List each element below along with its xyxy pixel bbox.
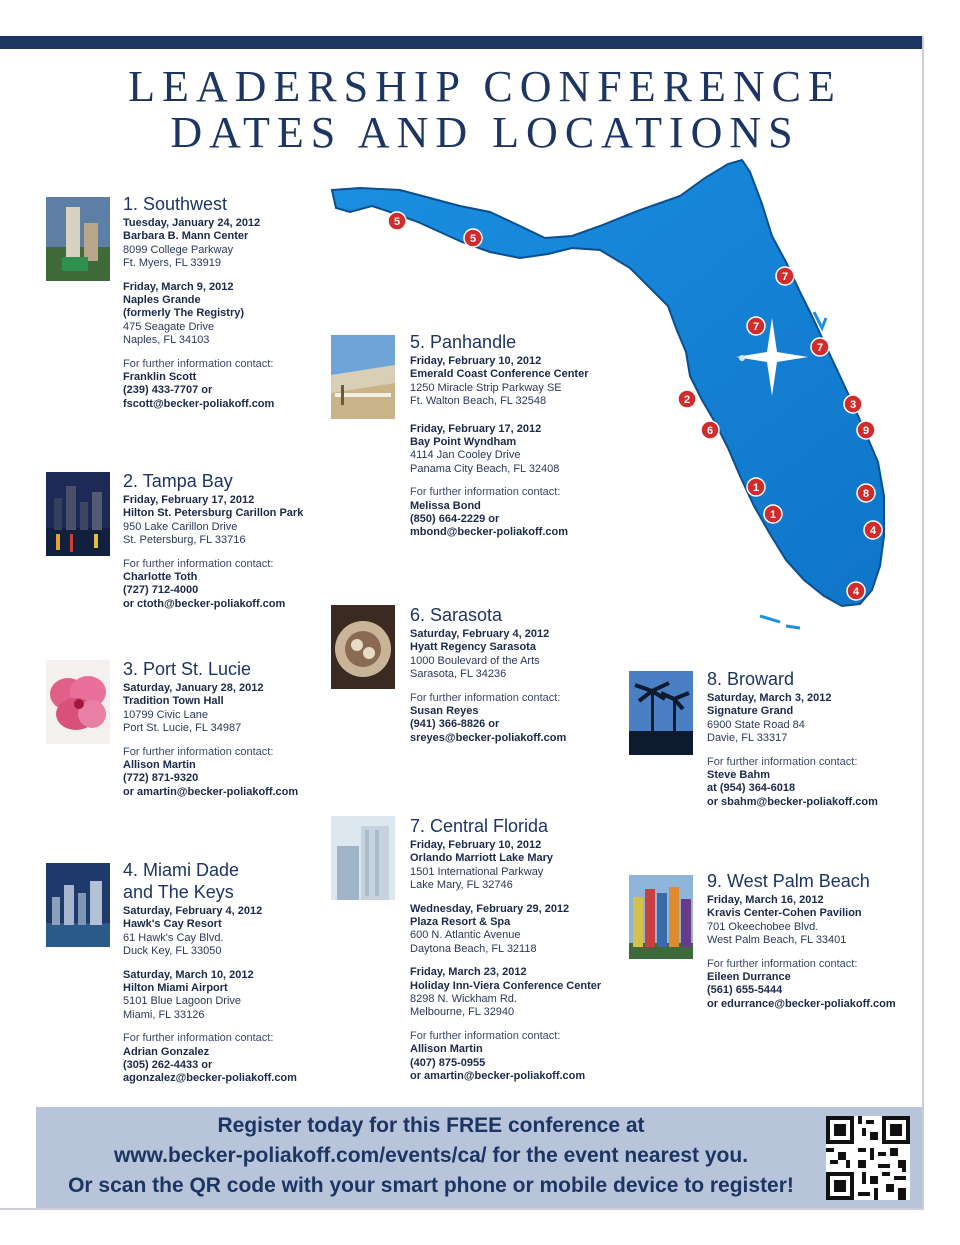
contact-label: For further information contact: (410, 486, 561, 499)
contact-info (123, 558, 303, 612)
event-venue: Tradition Town Hall (123, 695, 224, 708)
marker-label: 7 (752, 321, 760, 333)
contact-email[interactable]: mbond@becker-poliakoff.com (410, 526, 569, 539)
contact-info (123, 746, 298, 800)
contact-label: For further information contact: (123, 745, 274, 758)
event-date: Friday, March 16, 2012 (707, 894, 824, 906)
event-date: Friday, February 17, 2012 (123, 494, 255, 506)
region-heading: 1. Southwest (123, 194, 228, 214)
event-address: Davie, FL 33317 (707, 732, 788, 745)
event-address: Daytona Beach, FL 32118 (410, 942, 537, 955)
contact-email[interactable]: or edurrance@becker-poliakoff.com (707, 997, 896, 1010)
florida-shape (332, 160, 884, 606)
event-address: 8099 College Parkway (123, 243, 234, 256)
event-venue: Orlando Marriott Lake Mary (410, 852, 554, 865)
event-date: Wednesday, February 29, 2012 (410, 902, 570, 915)
event-venue: Plaza Resort & Spa (410, 916, 511, 929)
map-marker[interactable] (464, 229, 482, 247)
contact-phone: (305) 262-4433 or (123, 1059, 213, 1072)
event-address: 6900 State Road 84 (707, 718, 805, 731)
contact-info (410, 692, 566, 746)
event-date: Tuesday, January 24, 2012 (123, 217, 261, 229)
map-marker[interactable] (388, 212, 406, 230)
event-address: Ft. Myers, FL 33919 (123, 257, 222, 270)
event-address: 61 Hawk's Cay Blvd. (123, 931, 224, 944)
southwest-photo (46, 197, 110, 281)
qr-code-icon[interactable] (826, 1116, 910, 1200)
event-address: 475 Seagate Drive (123, 320, 215, 333)
event-address: Sarasota, FL 34236 (410, 668, 507, 681)
miami-dade-photo (46, 863, 110, 947)
event-address: Duck Key, FL 33050 (123, 945, 222, 958)
region-miami-dade (123, 859, 297, 1086)
event-venue: Holiday Inn-Viera Conference Center (410, 979, 602, 992)
contact-phone: (772) 871-9320 (123, 772, 199, 785)
event-date: Saturday, March 3, 2012 (707, 692, 832, 704)
event (707, 692, 878, 746)
map-marker[interactable] (747, 317, 765, 335)
contact-phone: (561) 655-5444 (707, 984, 783, 997)
region-heading: 8. Broward (707, 669, 795, 689)
event-venue: Bay Point Wyndham (410, 436, 517, 449)
registration-banner (36, 1107, 922, 1208)
marker-label: 1 (752, 482, 760, 494)
contact-phone: (850) 664-2229 or (410, 513, 500, 526)
page-border-right (922, 36, 924, 1210)
map-marker[interactable] (857, 421, 875, 439)
event (123, 905, 297, 959)
event-address: 8298 N. Wickham Rd. (410, 993, 517, 1006)
marker-label: 3 (849, 399, 857, 411)
event-address: Miami, FL 33126 (123, 1008, 205, 1021)
event (123, 969, 297, 1023)
contact-phone: (407) 875-0955 (410, 1056, 486, 1069)
page-title-line-1: LEADERSHIP CONFERENCE (128, 62, 842, 111)
contact-name: Susan Reyes (410, 705, 479, 718)
event (123, 217, 274, 271)
contact-name: Steve Bahm (707, 769, 770, 782)
marker-label: 7 (781, 271, 789, 283)
event-date: Friday, February 10, 2012 (410, 839, 542, 851)
event-address: 600 N. Atlantic Avenue (410, 929, 521, 942)
page-title-line-2: DATES AND LOCATIONS (170, 108, 800, 157)
contact-email[interactable]: agonzalez@becker-poliakoff.com (123, 1072, 297, 1085)
event-venue: Barbara B. Mann Center (123, 230, 249, 243)
event-venue-note: (formerly The Registry) (123, 307, 245, 320)
event-address: 10799 Civic Lane (123, 708, 209, 721)
contact-name: Allison Martin (410, 1043, 483, 1056)
event (410, 966, 601, 1020)
contact-email[interactable]: or amartin@becker-poliakoff.com (123, 785, 299, 798)
contact-label: For further information contact: (410, 1029, 561, 1042)
region-heading-2: and The Keys (123, 882, 234, 902)
event-venue: Hilton Miami Airport (123, 982, 228, 995)
marker-label: 4 (852, 586, 860, 598)
marker-label: 9 (862, 425, 870, 437)
event-date: Saturday, February 4, 2012 (123, 905, 263, 917)
event-date: Friday, March 23, 2012 (410, 966, 527, 979)
tampa-bay-photo (46, 472, 110, 556)
event-address: 4114 Jan Cooley Drive (410, 449, 521, 462)
event-address: Port St. Lucie, FL 34987 (123, 722, 242, 735)
contact-phone: (239) 433-7707 or (123, 384, 213, 397)
map-marker[interactable] (844, 395, 862, 413)
region-heading: 5. Panhandle (410, 332, 517, 352)
footer-line-1: Register today for this FREE conference at (217, 1114, 645, 1137)
contact-name: Charlotte Toth (123, 571, 198, 584)
event-address: Lake Mary, FL 32746 (410, 879, 513, 892)
florida-map (330, 155, 920, 645)
map-marker[interactable] (864, 521, 882, 539)
event-address: 1501 International Parkway (410, 865, 544, 878)
event-address: Naples, FL 34103 (123, 334, 210, 347)
event-address: 1250 Miracle Strip Parkway SE (410, 381, 562, 394)
region-heading: 9. West Palm Beach (707, 871, 870, 891)
region-tampa-bay (123, 470, 303, 611)
event-address: 5101 Blue Lagoon Drive (123, 995, 242, 1008)
map-marker[interactable] (764, 505, 782, 523)
region-west-palm-beach (707, 870, 896, 1011)
contact-name: Melissa Bond (410, 499, 481, 512)
marker-label: 5 (469, 233, 477, 245)
contact-email[interactable]: or sbahm@becker-poliakoff.com (707, 795, 878, 808)
event-address: Panama City Beach, FL 32408 (410, 462, 560, 475)
event-venue: Hawk's Cay Resort (123, 918, 222, 931)
region-heading: 2. Tampa Bay (123, 471, 233, 491)
event-venue: Kravis Center-Cohen Pavilion (707, 907, 862, 920)
contact-email[interactable]: sreyes@becker-poliakoff.com (410, 731, 567, 744)
region-southwest (123, 193, 274, 411)
region-central-florida (410, 815, 601, 1084)
contact-info (123, 358, 274, 412)
map-marker[interactable] (811, 338, 829, 356)
page-border-bottom (0, 1208, 924, 1210)
contact-phone: at (954) 364-6018 (707, 782, 796, 795)
event-venue: Hyatt Regency Sarasota (410, 641, 536, 654)
event-date: Saturday, February 4, 2012 (410, 628, 550, 640)
contact-name: Franklin Scott (123, 371, 197, 384)
map-marker[interactable] (857, 484, 875, 502)
event-venue: Emerald Coast Conference Center (410, 368, 589, 381)
contact-info (123, 1032, 297, 1086)
sparkle-dot-icon (739, 355, 745, 361)
event (123, 494, 303, 548)
event-date: Saturday, January 28, 2012 (123, 682, 264, 694)
event-address: St. Petersburg, FL 33716 (123, 534, 246, 547)
event (123, 281, 274, 348)
marker-label: 5 (393, 216, 401, 228)
contact-label: For further information contact: (707, 957, 858, 970)
contact-name: Adrian Gonzalez (123, 1045, 210, 1058)
event-date: Friday, February 17, 2012 (410, 422, 542, 435)
contact-email[interactable]: fscott@becker-poliakoff.com (123, 397, 275, 410)
event-venue: Hilton St. Petersburg Carillon Park (123, 507, 304, 520)
contact-phone: (727) 712-4000 (123, 584, 199, 597)
region-broward (707, 668, 878, 809)
event-address: 701 Okeechobee Blvd. (707, 920, 819, 933)
event (123, 682, 298, 736)
marker-label: 6 (706, 425, 714, 437)
marker-label: 7 (816, 342, 824, 354)
footer-line-3: Or scan the QR code with your smart phone or mobile device to register! (68, 1174, 794, 1197)
marker-label: 8 (862, 488, 870, 500)
contact-name: Allison Martin (123, 759, 196, 772)
contact-email[interactable]: or amartin@becker-poliakoff.com (410, 1070, 586, 1083)
central-florida-photo (331, 816, 395, 900)
contact-label: For further information contact: (123, 357, 274, 370)
event-address: West Palm Beach, FL 33401 (707, 934, 847, 947)
event-address: 950 Lake Carillon Drive (123, 520, 238, 533)
marker-label: 4 (869, 525, 877, 537)
contact-label: For further information contact: (410, 691, 561, 704)
marker-label: 1 (769, 509, 777, 521)
event-address: Melbourne, FL 32940 (410, 1006, 515, 1019)
map-marker[interactable] (776, 267, 794, 285)
region-heading: 6. Sarasota (410, 605, 503, 625)
top-rule (0, 36, 924, 49)
contact-info (707, 756, 878, 810)
map-marker[interactable] (678, 390, 696, 408)
event-address: Ft. Walton Beach, FL 32548 (410, 395, 547, 408)
region-port-st-lucie (123, 658, 298, 799)
map-marker[interactable] (701, 421, 719, 439)
contact-label: For further information contact: (123, 1032, 274, 1045)
event-venue: Naples Grande (123, 294, 201, 307)
event (410, 839, 601, 893)
region-heading: 7. Central Florida (410, 816, 549, 836)
map-marker[interactable] (747, 478, 765, 496)
region-heading: 4. Miami Dade (123, 860, 240, 880)
event-address: 1000 Boulevard of the Arts (410, 654, 540, 667)
event (707, 894, 896, 948)
event-date: Saturday, March 10, 2012 (123, 968, 254, 981)
port-st-lucie-photo (46, 660, 110, 744)
event-venue: Signature Grand (707, 705, 794, 718)
event-date: Friday, March 9, 2012 (123, 280, 234, 293)
contact-label: For further information contact: (707, 755, 858, 768)
broward-photo (629, 671, 693, 755)
contact-info (410, 1030, 601, 1084)
map-marker[interactable] (847, 582, 865, 600)
marker-label: 2 (683, 394, 691, 406)
region-heading: 3. Port St. Lucie (123, 659, 252, 679)
contact-label: For further information contact: (123, 557, 274, 570)
event-date: Friday, February 10, 2012 (410, 355, 542, 367)
contact-phone: (941) 366-8826 or (410, 718, 500, 731)
west-palm-beach-photo (629, 875, 693, 959)
event (410, 903, 601, 957)
footer-line-2[interactable]: www.becker-poliakoff.com/events/ca/ for the event nearest you. (113, 1144, 749, 1167)
contact-name: Eileen Durrance (707, 971, 791, 984)
contact-info (707, 958, 896, 1012)
contact-email[interactable]: or ctoth@becker-poliakoff.com (123, 597, 286, 610)
